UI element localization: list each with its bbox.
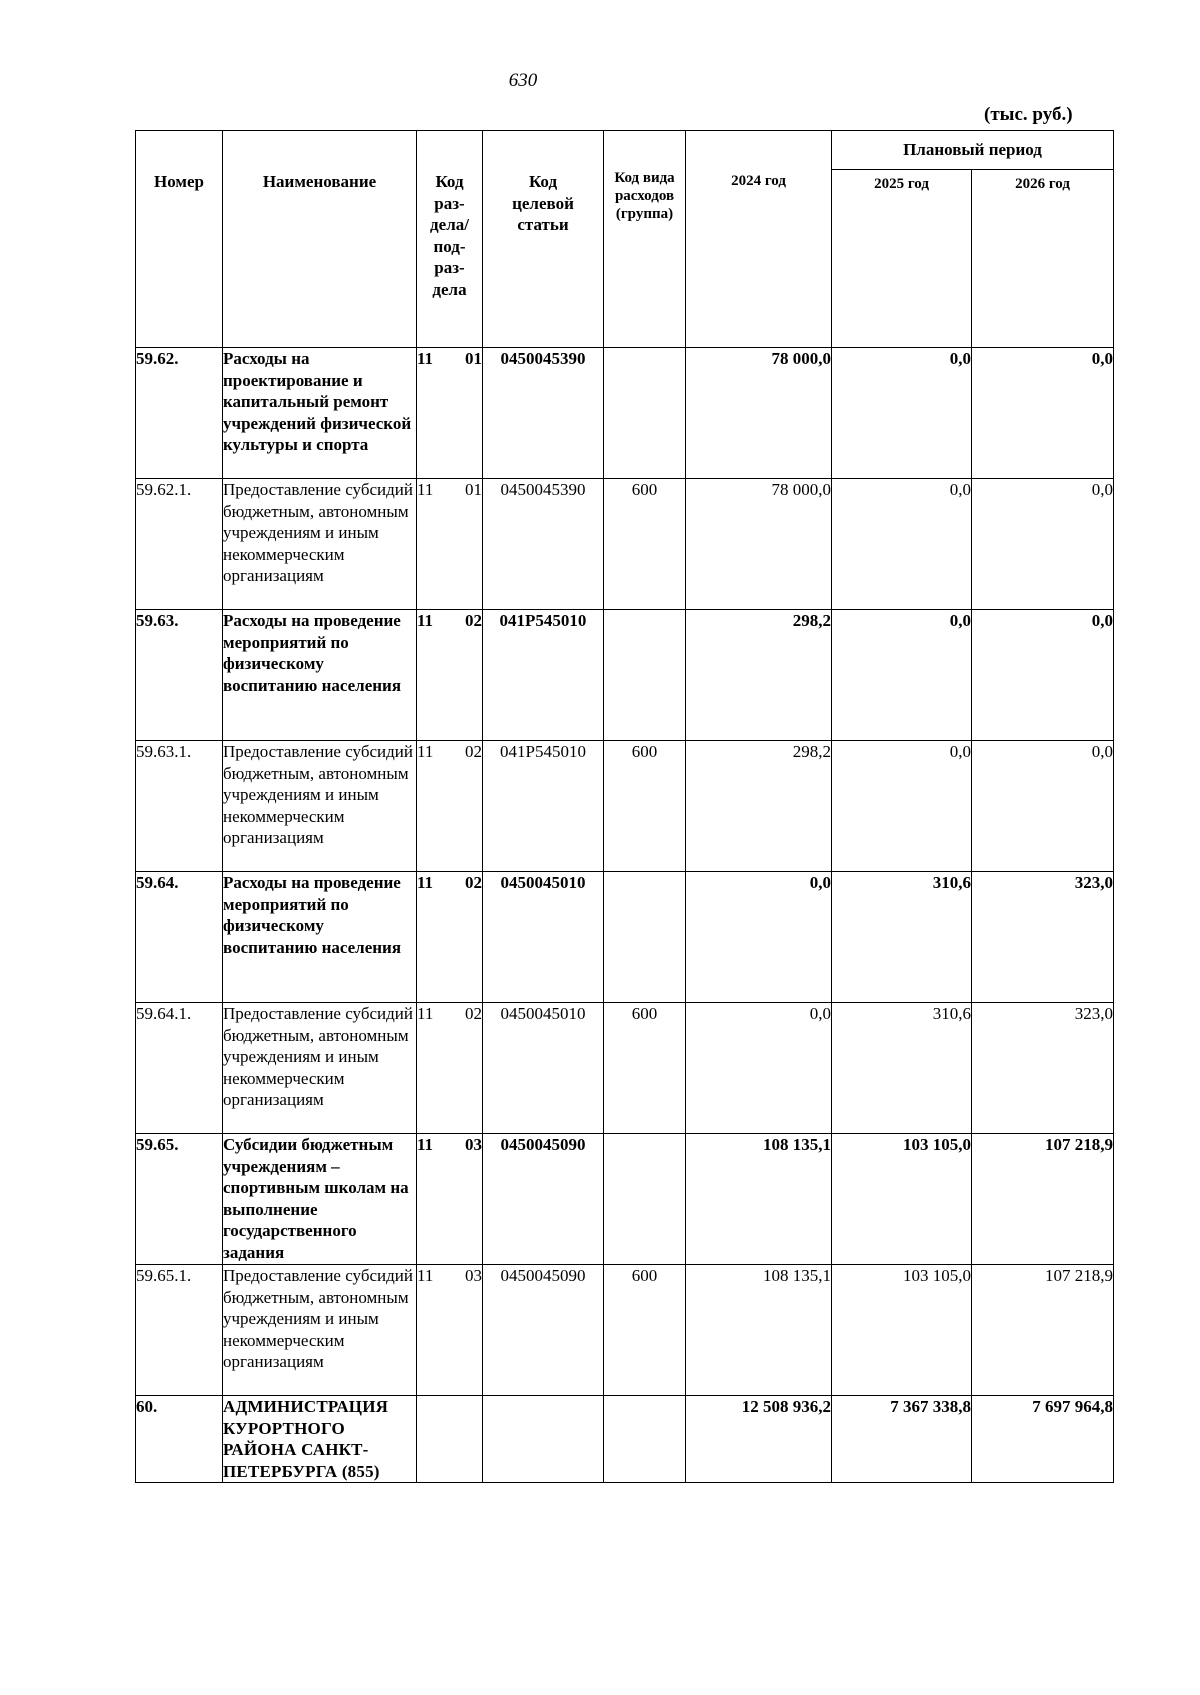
row-number: 59.64.1. [136,1003,223,1134]
header-section-code: Код раз- дела/ под- раз- дела [417,131,483,348]
header-target-code: Код целевой статьи [483,131,604,348]
row-name: Расходы на проведение мероприятий по физическому воспитанию населения [223,610,417,741]
header-year-2025: 2025 год [832,170,972,348]
row-amount-2025: 103 105,0 [832,1265,972,1396]
row-expense-type: 600 [604,1003,686,1134]
row-subsection: 01 [465,480,482,499]
row-target-code: 0450045090 [483,1265,604,1396]
row-amount-2025: 0,0 [832,479,972,610]
row-section-code [417,479,483,610]
row-subsection: 02 [465,742,482,761]
row-target-code [483,1396,604,1483]
row-section-code [417,872,483,1003]
table-row [136,479,1114,610]
row-section-code [417,1396,483,1483]
row-subsection: 01 [465,349,482,368]
header-year-2024: 2024 год [686,131,832,348]
row-expense-type [604,1396,686,1483]
row-section: 11 [417,1135,434,1154]
page-number: 630 [508,70,538,91]
row-section: 11 [417,1266,434,1285]
row-amount-2026: 107 218,9 [972,1265,1114,1396]
table-body [136,348,1114,1483]
row-target-code: 0450045390 [483,348,604,479]
row-amount-2024: 108 135,1 [686,1265,832,1396]
row-expense-type [604,872,686,1003]
row-amount-2025: 310,6 [832,872,972,1003]
row-amount-2025: 0,0 [832,610,972,741]
row-section-code [417,1265,483,1396]
row-expense-type: 600 [604,479,686,610]
table-row [136,610,1114,741]
row-amount-2026: 0,0 [972,741,1114,872]
row-subsection: 03 [465,1266,482,1285]
row-amount-2025: 7 367 338,8 [832,1396,972,1483]
row-section-code [417,1134,483,1265]
row-amount-2024: 0,0 [686,1003,832,1134]
row-amount-2025: 0,0 [832,741,972,872]
row-amount-2026: 107 218,9 [972,1134,1114,1265]
table-row [136,1396,1114,1483]
header-expense-type: Код вида расходов (группа) [604,131,686,348]
row-number: 59.62.1. [136,479,223,610]
row-amount-2026: 0,0 [972,479,1114,610]
row-amount-2026: 323,0 [972,1003,1114,1134]
row-subsection: 03 [465,1135,482,1154]
row-name: Предоставление субсидий бюджетным, автономным учреждениям и иным некоммерческим организациям [223,1003,417,1134]
row-expense-type [604,1134,686,1265]
row-name: Расходы на проведение мероприятий по физическому воспитанию населения [223,872,417,1003]
row-number: 59.62. [136,348,223,479]
table-row [136,348,1114,479]
row-target-code: 0450045090 [483,1134,604,1265]
row-amount-2026: 7 697 964,8 [972,1396,1114,1483]
table-row [136,741,1114,872]
row-amount-2026: 323,0 [972,872,1114,1003]
table-row [136,872,1114,1003]
row-section-code [417,348,483,479]
row-name: АДМИНИСТРАЦИЯ КУРОРТНОГО РАЙОНА САНКТ-ПЕТЕРБУРГА (855) [223,1396,417,1483]
row-number: 59.63. [136,610,223,741]
row-amount-2025: 0,0 [832,348,972,479]
table-row [136,1003,1114,1134]
row-target-code: 041P545010 [483,610,604,741]
row-amount-2025: 310,6 [832,1003,972,1134]
row-number: 59.64. [136,872,223,1003]
header-planning-period: Плановый период [832,131,1114,170]
row-amount-2024: 12 508 936,2 [686,1396,832,1483]
budget-table [135,130,1114,1483]
row-number: 59.63.1. [136,741,223,872]
row-name: Субсидии бюджетным учреждениям – спортивным школам на выполнение государственного задания [223,1134,417,1265]
row-name: Предоставление субсидий бюджетным, автономным учреждениям и иным некоммерческим организациям [223,741,417,872]
row-number: 60. [136,1396,223,1483]
row-section: 11 [417,349,434,368]
table-row [136,1134,1114,1265]
row-amount-2024: 0,0 [686,872,832,1003]
row-subsection: 02 [465,611,482,630]
row-number: 59.65. [136,1134,223,1265]
row-section: 11 [417,480,434,499]
row-target-code: 0450045010 [483,872,604,1003]
row-target-code: 0450045010 [483,1003,604,1134]
row-subsection: 02 [465,1004,482,1023]
row-expense-type: 600 [604,741,686,872]
header-name: Наименование [223,131,417,348]
row-expense-type [604,610,686,741]
row-target-code: 041P545010 [483,741,604,872]
row-amount-2024: 78 000,0 [686,348,832,479]
header-number: Номер [136,131,223,348]
row-name: Предоставление субсидий бюджетным, автономным учреждениям и иным некоммерческим организациям [223,479,417,610]
row-section: 11 [417,873,434,892]
row-amount-2025: 103 105,0 [832,1134,972,1265]
row-amount-2026: 0,0 [972,348,1114,479]
row-name: Предоставление субсидий бюджетным, автономным учреждениям и иным некоммерческим организациям [223,1265,417,1396]
row-number: 59.65.1. [136,1265,223,1396]
row-section: 11 [417,1004,434,1023]
row-section-code [417,741,483,872]
table-row [136,1265,1114,1396]
row-section: 11 [417,611,434,630]
row-name: Расходы на проектирование и капитальный ремонт учреждений физической культуры и спорта [223,348,417,479]
table-header [136,131,1114,348]
row-subsection: 02 [465,873,482,892]
row-section: 11 [417,742,434,761]
row-amount-2024: 108 135,1 [686,1134,832,1265]
row-expense-type [604,348,686,479]
row-section-code [417,1003,483,1134]
row-amount-2024: 298,2 [686,610,832,741]
row-amount-2024: 78 000,0 [686,479,832,610]
row-amount-2026: 0,0 [972,610,1114,741]
header-year-2026: 2026 год [972,170,1114,348]
row-expense-type: 600 [604,1265,686,1396]
units-label: (тыс. руб.) [984,104,1073,125]
row-section-code [417,610,483,741]
row-amount-2024: 298,2 [686,741,832,872]
row-target-code: 0450045390 [483,479,604,610]
